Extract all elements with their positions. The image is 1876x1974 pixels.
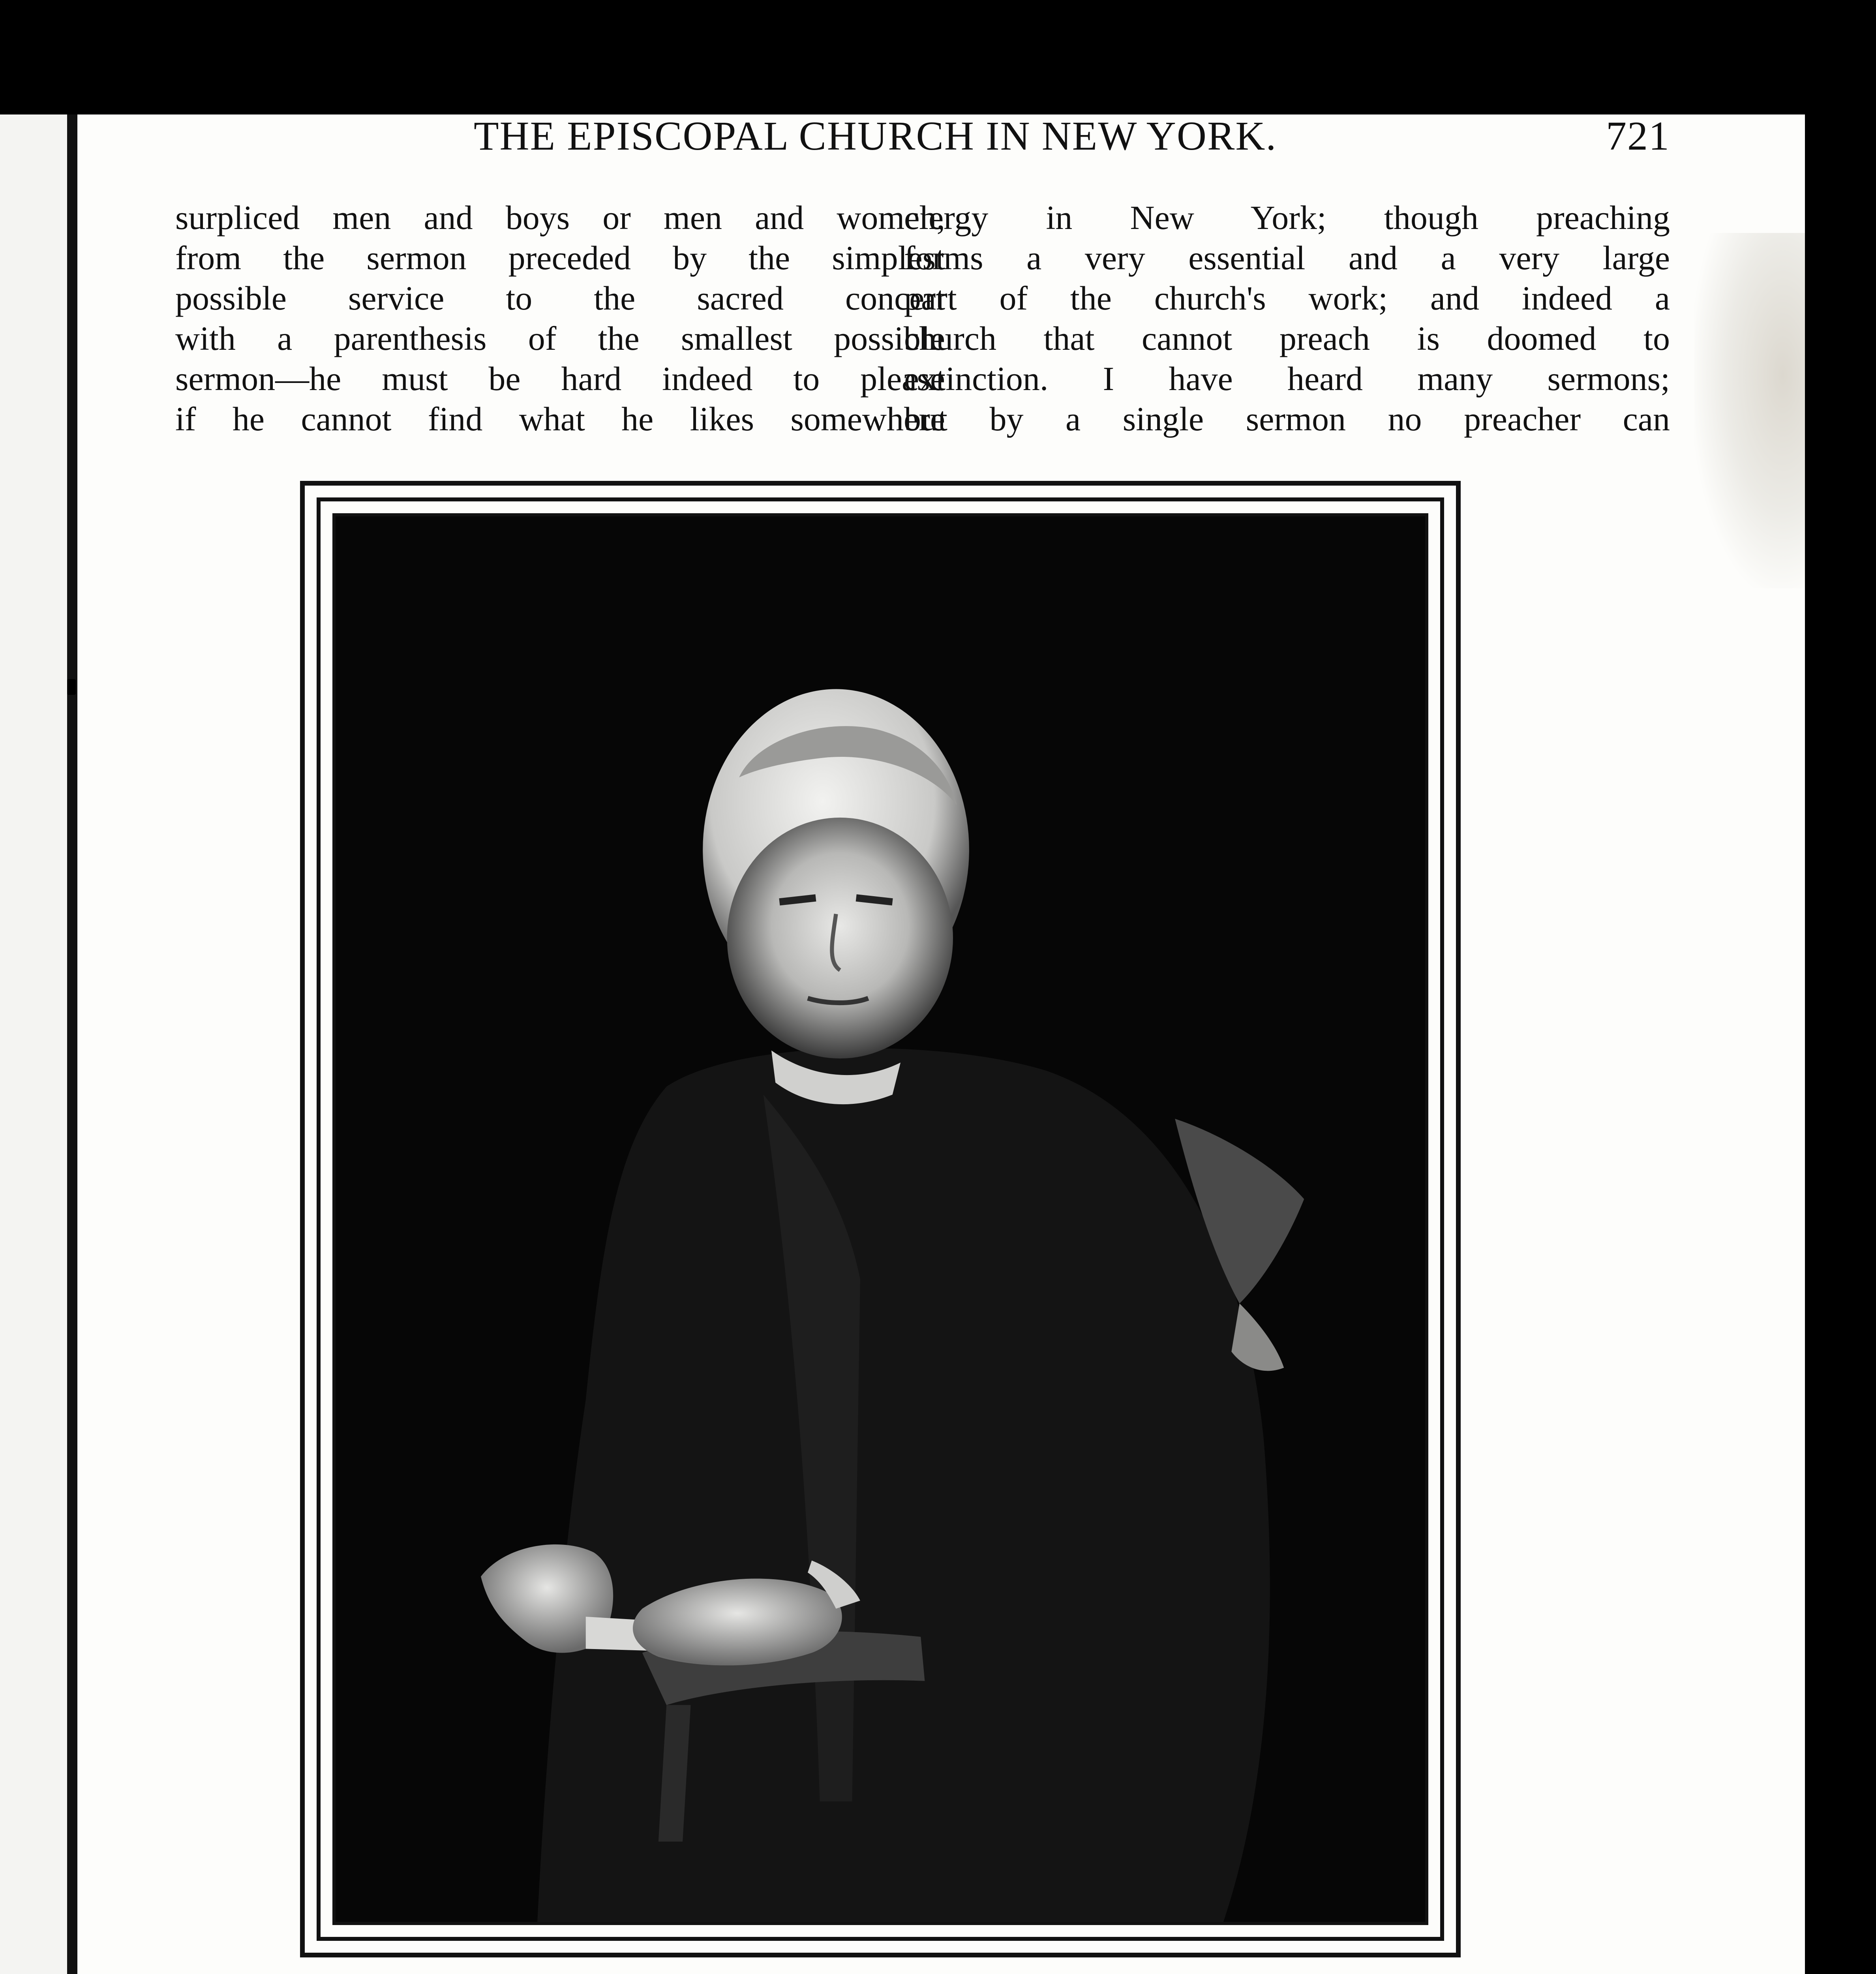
top-right-column (904, 197, 1670, 439)
text-line: if he cannot find what he likes somewhere (175, 400, 945, 438)
scan-top-border (0, 0, 1876, 114)
plate-inner-rule (317, 497, 1444, 1941)
text-line: forms a very essential and a very large (904, 239, 1670, 277)
portrait-photo (332, 513, 1428, 1925)
running-title: THE EPISCOPAL CHURCH IN NEW YORK. (474, 113, 1277, 159)
top-left-column (175, 197, 945, 439)
scan-right-border (1805, 0, 1876, 1974)
text-line: sermon—he must be hard indeed to please (175, 360, 945, 398)
bishop-portrait-image (336, 516, 1425, 1922)
text-line: surpliced men and boys or men and women, (175, 199, 945, 236)
text-line: clergy in New York; though preaching (904, 199, 1670, 236)
binding-gutter (67, 114, 77, 1974)
text-line: part of the church's work; and indeed a (904, 279, 1670, 317)
running-header (474, 113, 1670, 164)
page-number: 721 (1606, 113, 1670, 159)
text-line: possible service to the sacred concert (175, 279, 945, 317)
binding-mark (67, 679, 76, 695)
paper-stain (1694, 233, 1805, 588)
text-line: extinction. I have heard many sermons; (904, 360, 1670, 398)
text-line: church that cannot preach is doomed to (904, 319, 1670, 357)
text-line: from the sermon preceded by the simplest (175, 239, 945, 277)
text-line: but by a single sermon no preacher can (904, 400, 1670, 438)
facing-page-edge (0, 114, 67, 1974)
text-line: with a parenthesis of the smallest possible (175, 319, 945, 357)
portrait-plate-frame (300, 481, 1461, 1957)
